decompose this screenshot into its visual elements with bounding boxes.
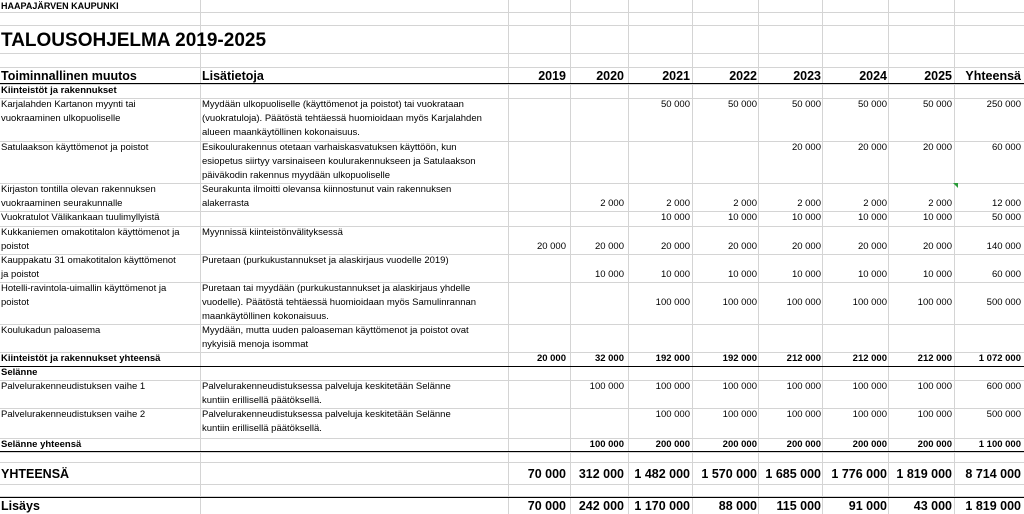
increase-col-3[interactable]: 1 170 000 <box>634 499 690 513</box>
row-value-col-6[interactable]: 50 000 <box>857 99 887 110</box>
row-info[interactable]: Myydään, mutta uuden paloaseman käyttömenot ja poistot ovat <box>202 325 469 336</box>
row-value-col-4[interactable]: 10 000 <box>727 212 757 223</box>
increase-col-1[interactable]: 70 000 <box>527 499 566 513</box>
row-value-col-3[interactable]: 100 000 <box>655 297 690 308</box>
row-gridline <box>0 462 1024 463</box>
header-year-2022[interactable]: 2022 <box>729 69 757 83</box>
header-year-2021[interactable]: 2021 <box>662 69 690 83</box>
row-name[interactable]: Kirjaston tontilla olevan rakennuksen <box>1 184 156 195</box>
row-info[interactable]: alueen maankäytöllinen kokonaisuus. <box>202 127 360 138</box>
row-info[interactable]: Seurakunta ilmoitti olevansa kiinnostunut vain rakennuksen <box>202 184 452 195</box>
increase-label[interactable]: Lisäys <box>1 499 40 513</box>
section-total-col-4[interactable]: 200 000 <box>722 439 757 450</box>
row-value-col-7[interactable]: 2 000 <box>928 198 952 209</box>
row-value-col-4[interactable]: 100 000 <box>722 381 757 392</box>
column-gridline <box>954 0 955 514</box>
header-year-2020[interactable]: 2020 <box>596 69 624 83</box>
row-info[interactable]: kuntiin erillisellä päätöksellä. <box>202 395 322 406</box>
section-total-label[interactable]: Kiinteistöt ja rakennukset yhteensä <box>1 353 161 364</box>
row-value-col-8[interactable]: 250 000 <box>986 99 1021 110</box>
row-value-col-5[interactable]: 100 000 <box>786 409 821 420</box>
row-value-col-8[interactable]: 140 000 <box>986 241 1021 252</box>
header-year-2024[interactable]: 2024 <box>859 69 887 83</box>
row-value-col-5[interactable]: 100 000 <box>786 297 821 308</box>
row-info[interactable]: alakerrasta <box>202 198 249 209</box>
section-total-col-4[interactable]: 192 000 <box>722 353 757 364</box>
row-gridline <box>0 452 1024 453</box>
increase-col-6[interactable]: 91 000 <box>848 499 887 513</box>
row-value-col-8[interactable]: 500 000 <box>986 297 1021 308</box>
increase-col-2[interactable]: 242 000 <box>578 499 624 513</box>
row-info[interactable]: Palvelurakenneudistuksessa palveluja keskitetään Selänne <box>202 409 451 420</box>
row-name[interactable]: Palvelurakenneudistuksen vaihe 2 <box>1 409 146 420</box>
column-gridline <box>628 0 629 514</box>
row-name[interactable]: vuokraaminen seurakunnalle <box>1 198 123 209</box>
row-name[interactable]: Karjalahden Kartanon myynti tai <box>1 99 136 110</box>
row-name[interactable]: Satulaakson käyttömenot ja poistot <box>1 142 149 153</box>
row-value-col-2[interactable]: 2 000 <box>600 198 624 209</box>
increase-col-8[interactable]: 1 819 000 <box>965 499 1021 513</box>
row-name[interactable]: poistot <box>1 241 29 252</box>
row-info[interactable]: Esikoulurakennus otetaan varhaiskasvatuksen käyttöön, kun <box>202 142 457 153</box>
row-gridline <box>0 12 1024 13</box>
section-total-col-8[interactable]: 1 072 000 <box>978 353 1021 364</box>
row-info[interactable]: (vuokratuloja). Päätöstä tehtäessä huomioidaan myös Karjalahden <box>202 113 482 124</box>
row-info[interactable]: Puretaan tai myydään (purkukustannukset ja alaskirjaus yhdelle <box>202 283 471 294</box>
row-value-col-7[interactable]: 100 000 <box>917 409 952 420</box>
column-gridline <box>758 0 759 514</box>
row-name[interactable]: Palvelurakenneudistuksen vaihe 1 <box>1 381 146 392</box>
row-value-col-5[interactable]: 20 000 <box>791 142 821 153</box>
row-value-col-7[interactable]: 20 000 <box>922 241 952 252</box>
row-info[interactable]: Puretaan (purkukustannukset ja alaskirjaus vuodelle 2019) <box>202 255 449 266</box>
cell-comment-indicator-icon <box>953 183 958 188</box>
row-value-col-3[interactable]: 10 000 <box>660 212 690 223</box>
row-gridline <box>0 25 1024 26</box>
row-name[interactable]: Kukkaniemen omakotitalon käyttömenot ja <box>1 227 180 238</box>
row-info[interactable]: Myynnissä kiinteistönvälityksessä <box>202 227 343 238</box>
row-value-col-4[interactable]: 100 000 <box>722 297 757 308</box>
row-info[interactable]: esiopetus siirtyy varsinaiseen koulurakennukseen ja Satulaakson <box>202 156 476 167</box>
section-total-col-1[interactable]: 20 000 <box>536 353 566 364</box>
section-total-col-6[interactable]: 200 000 <box>852 439 887 450</box>
row-value-col-8[interactable]: 600 000 <box>986 381 1021 392</box>
row-value-col-4[interactable]: 20 000 <box>727 241 757 252</box>
header-year-2025[interactable]: 2025 <box>924 69 952 83</box>
grand-total-col-8[interactable]: 8 714 000 <box>965 467 1021 481</box>
section-total-label[interactable]: Selänne yhteensä <box>1 439 82 450</box>
row-border <box>0 366 1024 367</box>
row-value-col-5[interactable]: 10 000 <box>791 269 821 280</box>
row-value-col-6[interactable]: 2 000 <box>863 198 887 209</box>
row-value-col-7[interactable]: 100 000 <box>917 381 952 392</box>
row-value-col-3[interactable]: 10 000 <box>660 269 690 280</box>
grand-total-col-1[interactable]: 70 000 <box>527 467 566 481</box>
grand-total-col-4[interactable]: 1 570 000 <box>701 467 757 481</box>
column-gridline <box>200 0 201 514</box>
row-value-col-3[interactable]: 100 000 <box>655 409 690 420</box>
section-total-col-2[interactable]: 100 000 <box>589 439 624 450</box>
row-name[interactable]: Kauppakatu 31 omakotitalon käyttömenot <box>1 255 176 266</box>
row-gridline <box>0 53 1024 54</box>
row-value-col-6[interactable]: 100 000 <box>852 297 887 308</box>
row-name[interactable]: Vuokratulot Välikankaan tuulimyllyistä <box>1 212 160 223</box>
row-info[interactable]: vuodelle). Päätöstä tehtäessä huomioidaan myös Samulinrannan <box>202 297 477 308</box>
section-total-col-3[interactable]: 200 000 <box>655 439 690 450</box>
row-gridline <box>0 324 1024 325</box>
column-gridline <box>822 0 823 514</box>
increase-col-5[interactable]: 115 000 <box>776 499 821 513</box>
section-total-col-6[interactable]: 212 000 <box>852 353 887 364</box>
grand-total-col-5[interactable]: 1 685 000 <box>765 467 821 481</box>
increase-col-4[interactable]: 88 000 <box>718 499 757 513</box>
row-value-col-8[interactable]: 60 000 <box>991 142 1021 153</box>
column-gridline <box>692 0 693 514</box>
row-value-col-2[interactable]: 10 000 <box>594 269 624 280</box>
section-total-col-7[interactable]: 200 000 <box>917 439 952 450</box>
grand-total-col-2[interactable]: 312 000 <box>578 467 624 481</box>
header-year-2023[interactable]: 2023 <box>793 69 821 83</box>
row-value-col-4[interactable]: 10 000 <box>727 269 757 280</box>
row-value-col-6[interactable]: 20 000 <box>857 241 887 252</box>
row-value-col-3[interactable]: 20 000 <box>660 241 690 252</box>
row-value-col-3[interactable]: 50 000 <box>660 99 690 110</box>
row-value-col-7[interactable]: 10 000 <box>922 212 952 223</box>
section-total-col-5[interactable]: 200 000 <box>786 439 821 450</box>
row-value-col-2[interactable]: 20 000 <box>594 241 624 252</box>
row-name[interactable]: ja poistot <box>1 269 40 280</box>
row-value-col-3[interactable]: 100 000 <box>655 381 690 392</box>
section-total-col-3[interactable]: 192 000 <box>655 353 690 364</box>
row-value-col-8[interactable]: 12 000 <box>991 198 1021 209</box>
section-total-col-5[interactable]: 212 000 <box>786 353 821 364</box>
row-value-col-4[interactable]: 50 000 <box>727 99 757 110</box>
row-value-col-5[interactable]: 10 000 <box>791 212 821 223</box>
row-name[interactable]: Koulukadun paloasema <box>1 325 101 336</box>
row-value-col-3[interactable]: 2 000 <box>666 198 690 209</box>
section-title[interactable]: Selänne <box>1 367 38 378</box>
row-gridline <box>0 84 1024 85</box>
header-year-2019[interactable]: 2019 <box>538 69 566 83</box>
header-yhteensa[interactable]: Yhteensä <box>965 69 1021 83</box>
row-value-col-5[interactable]: 2 000 <box>797 198 821 209</box>
row-name[interactable]: Hotelli-ravintola-uimallin käyttömenot ja <box>1 283 167 294</box>
grand-total-col-7[interactable]: 1 819 000 <box>896 467 952 481</box>
section-total-col-7[interactable]: 212 000 <box>917 353 952 364</box>
row-value-col-2[interactable]: 100 000 <box>589 381 624 392</box>
row-value-col-6[interactable]: 100 000 <box>852 409 887 420</box>
section-title[interactable]: Kiinteistöt ja rakennukset <box>1 85 117 96</box>
increase-col-7[interactable]: 43 000 <box>913 499 952 513</box>
row-name[interactable]: poistot <box>1 297 29 308</box>
row-gridline <box>0 484 1024 485</box>
row-value-col-1[interactable]: 20 000 <box>536 241 566 252</box>
row-value-col-4[interactable]: 2 000 <box>733 198 757 209</box>
row-value-col-7[interactable]: 20 000 <box>922 142 952 153</box>
row-value-col-6[interactable]: 20 000 <box>857 142 887 153</box>
row-info[interactable]: Palvelurakenneudistuksessa palveluja keskitetään Selänne <box>202 381 451 392</box>
header-lisatietoja[interactable]: Lisätietoja <box>202 69 264 83</box>
row-value-col-5[interactable]: 100 000 <box>786 381 821 392</box>
row-value-col-4[interactable]: 100 000 <box>722 409 757 420</box>
row-value-col-5[interactable]: 50 000 <box>791 99 821 110</box>
section-total-col-8[interactable]: 1 100 000 <box>978 439 1021 450</box>
sheet-title[interactable]: TALOUSOHJELMA 2019-2025 <box>1 30 267 51</box>
row-value-col-7[interactable]: 100 000 <box>917 297 952 308</box>
header-toiminnallinen-muutos[interactable]: Toiminnallinen muutos <box>1 69 137 83</box>
row-value-col-8[interactable]: 50 000 <box>991 212 1021 223</box>
row-name[interactable]: vuokraaminen ulkopuoliselle <box>1 113 121 124</box>
row-value-col-6[interactable]: 10 000 <box>857 269 887 280</box>
column-gridline <box>888 0 889 514</box>
row-value-col-7[interactable]: 50 000 <box>922 99 952 110</box>
row-value-col-5[interactable]: 20 000 <box>791 241 821 252</box>
row-value-col-8[interactable]: 500 000 <box>986 409 1021 420</box>
row-value-col-6[interactable]: 10 000 <box>857 212 887 223</box>
grand-total-label[interactable]: YHTEENSÄ <box>1 467 70 481</box>
row-info[interactable]: kuntiin erillisellä päätöksellä. <box>202 423 322 434</box>
row-value-col-8[interactable]: 60 000 <box>991 269 1021 280</box>
row-info[interactable]: nykyisiä menoja isommat <box>202 339 309 350</box>
row-value-col-7[interactable]: 10 000 <box>922 269 952 280</box>
grand-total-col-6[interactable]: 1 776 000 <box>831 467 887 481</box>
row-info[interactable]: Myydään ulkopuoliselle (käyttömenot ja poistot) tai vuokrataan <box>202 99 464 110</box>
row-value-col-6[interactable]: 100 000 <box>852 381 887 392</box>
row-info[interactable]: päiväkodin rakennus myydään ulkopuoliselle <box>202 170 391 181</box>
row-info[interactable]: maankäytöllinen kokonaisuus. <box>202 311 329 322</box>
company-name[interactable]: HAAPAJÄRVEN KAUPUNKI <box>1 1 119 11</box>
grand-total-col-3[interactable]: 1 482 000 <box>634 467 690 481</box>
section-total-col-2[interactable]: 32 000 <box>594 353 624 364</box>
